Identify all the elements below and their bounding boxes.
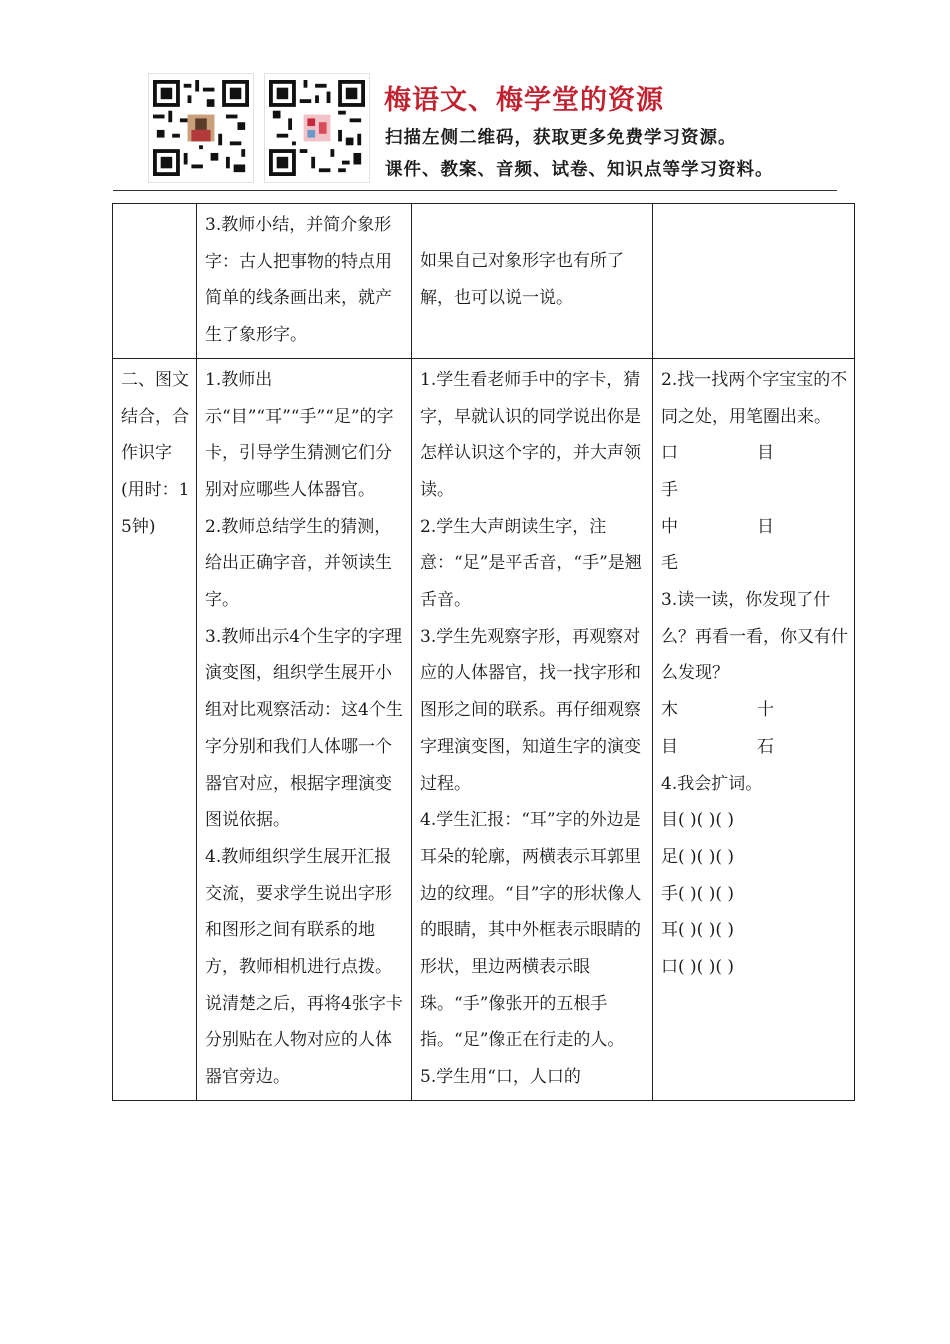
char-pair: 手 xyxy=(661,479,678,500)
teacher-step-2: 2.教师总结学生的猜测，给出正确字音，并领读生字。 xyxy=(205,516,392,611)
word-fill-item: 口( )( )( ) xyxy=(661,957,735,978)
teacher-step-4: 4.教师组织学生展开汇报交流，要求学生说出字形和图形之间有联系的地方，教师相机进行点拨。说清楚之后，再将4张字卡分别贴在人物对应的人体器官旁边。 xyxy=(205,846,403,1088)
char-pair: 目 石 xyxy=(661,736,774,757)
header-title: 梅语文、梅学堂的资源 xyxy=(384,85,664,116)
teacher-activity-cell xyxy=(197,358,412,1100)
student-step-1: 1.学生看老师手中的字卡，猜字，早就认识的同学说出你是怎样认识这个字的，并大声领读。 xyxy=(420,369,641,500)
word-fill-item: 手( )( )( ) xyxy=(661,883,735,904)
student-share: 如果自己对象形字也有所了解，也可以说一说。 xyxy=(420,251,624,308)
practice-cell xyxy=(653,358,855,1100)
practice-q3: 3.读一读，你发现了什么？再看一看，你又有什么发现？ xyxy=(661,590,848,684)
teacher-summary: 3.教师小结，并简介象形字：古人把事物的特点用简单的线条画出来，就产生了象形字。 xyxy=(205,215,392,346)
word-fill-item: 足( )( )( ) xyxy=(661,846,735,867)
student-step-5: 5.学生用“口，人口的 xyxy=(420,1067,581,1088)
qr-code-left[interactable] xyxy=(148,73,254,183)
word-fill-item: 耳( )( )( ) xyxy=(661,920,735,941)
teacher-activity-cell xyxy=(197,204,412,359)
practice-q2: 2.找一找两个字宝宝的不同之处，用笔圈出来。 xyxy=(661,369,848,427)
char-pair: 口 目 xyxy=(661,443,774,464)
student-activity-cell xyxy=(412,204,653,359)
qr-code-right-icon xyxy=(269,78,365,178)
stage-label: 二、图文结合，合作识字(用时：15钟) xyxy=(121,369,190,537)
char-pair: 毛 xyxy=(661,553,678,574)
student-step-3: 3.学生先观察字形，再观察对应的人体器官，找一找字形和图形之间的联系。再仔细观察字理演变图，知道生字的演变过程。 xyxy=(420,626,641,794)
header-divider xyxy=(113,190,837,191)
char-pair: 中 日 xyxy=(661,516,774,537)
stage-cell xyxy=(113,204,197,359)
char-pair: 木 十 xyxy=(661,700,774,721)
teacher-step-1: 1.教师出示“目”“耳”“手”“足”的字卡，引导学生猜测它们分别对应哪些人体器官。 xyxy=(205,369,394,500)
header-line-materials: 课件、教案、音频、试卷、知识点等学习资料。 xyxy=(385,160,774,180)
lesson-plan-table xyxy=(112,203,855,1101)
table-row xyxy=(113,358,855,1100)
practice-q4: 4.我会扩词。 xyxy=(661,773,763,794)
qr-code-right[interactable] xyxy=(264,73,370,183)
student-step-4: 4.学生汇报：“耳”字的外边是耳朵的轮廓，两横表示耳郭里边的纹理。“目”字的形状像人的眼睛，其中外框表示眼睛的形状，里边两横表示眼珠。“手”像张开的五根手指。“足”像正在行走的人。 xyxy=(420,810,642,1051)
practice-cell xyxy=(653,204,855,359)
student-step-2: 2.学生大声朗读生字，注意：“足”是平舌音，“手”是翘舌音。 xyxy=(420,516,642,611)
header-line-scan: 扫描左侧二维码，获取更多免费学习资源。 xyxy=(385,128,737,148)
table-row xyxy=(113,204,855,359)
teacher-step-3: 3.教师出示4个生字的字理演变图，组织学生展开小组对比观察活动：这4个生字分别和我们人体哪一个器官对应，根据字理演变图说依据。 xyxy=(205,626,403,831)
qr-code-left-icon xyxy=(153,78,249,178)
stage-cell xyxy=(113,358,197,1100)
student-activity-cell xyxy=(412,358,653,1100)
word-fill-item: 目( )( )( ) xyxy=(661,810,735,831)
